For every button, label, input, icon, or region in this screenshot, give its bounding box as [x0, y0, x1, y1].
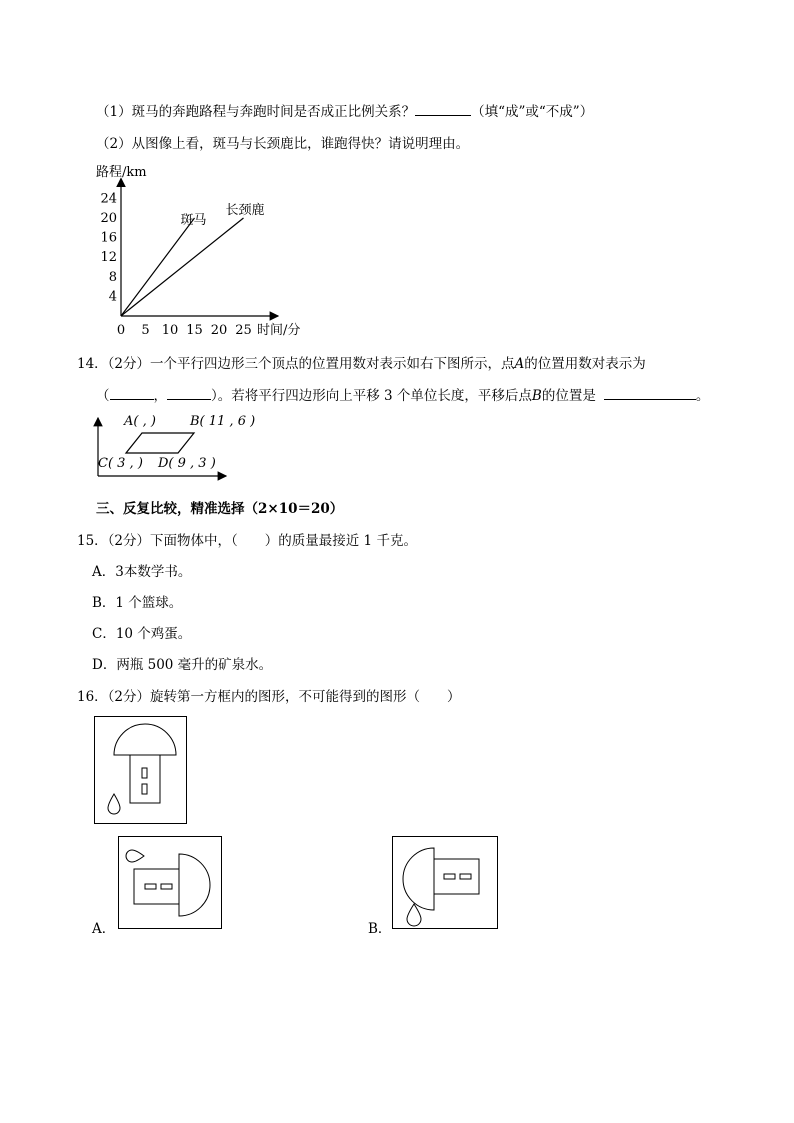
- chart-ylabel: 路程/km: [96, 165, 147, 180]
- speed-chart: [80, 158, 340, 340]
- chart-x-tick-label: 5: [141, 323, 150, 338]
- q14-blank-y[interactable]: [167, 385, 211, 400]
- chart-y-tick-label: 8: [108, 269, 117, 285]
- chart-y-tick-label: 4: [108, 289, 117, 305]
- q13-sub2: （2）从图像上看，斑马与长颈鹿比，谁跑得快？请说明理由。: [96, 136, 470, 152]
- q13-sub1-tail: （填“成”或“不成”）: [471, 104, 594, 120]
- q13-sub1: [96, 100, 593, 120]
- chart-y-tick-label: 24: [100, 191, 117, 207]
- chart-x-tick-label: 0: [116, 323, 126, 338]
- option-a-figure-box[interactable]: [118, 836, 222, 929]
- chart-series-line: [121, 218, 244, 316]
- q14-text-b: ）。若将平行四边形向上平移 3 个单位长度，平移后点: [211, 388, 532, 404]
- chart-y-tick-label: 16: [100, 230, 117, 246]
- parallelogram-figure: [88, 408, 268, 488]
- q14-comma: ，: [153, 388, 167, 404]
- section-3-title: 三、反复比较，精准选择（2×10＝20）: [96, 501, 344, 517]
- window-left-icon: [145, 884, 156, 889]
- q14-text-c: 的位置是: [541, 388, 596, 404]
- q14-end: 。: [695, 388, 710, 404]
- q15-option-a[interactable]: A．3本数学书。: [92, 564, 192, 580]
- window-top-icon: [142, 768, 147, 778]
- chart-x-tick-label: 15: [186, 323, 203, 338]
- chart-series-label: 长颈鹿: [225, 203, 265, 218]
- q15-option-c[interactable]: C．10 个鸡蛋。: [92, 626, 192, 642]
- q14-mid: 的位置用数对表示为: [524, 356, 646, 372]
- q14-blank-x[interactable]: [110, 385, 154, 400]
- chart-y-tick-label: 20: [100, 211, 117, 226]
- chart-xlabel: 时间/分: [257, 323, 301, 338]
- q15-stem: 15．（2分）下面物体中，（ ）的质量最接近 1 千克。: [77, 533, 417, 549]
- chart-x-tick-label: 20: [210, 323, 228, 338]
- label-a: A( , ): [124, 414, 156, 429]
- chart-series-label: 斑马: [180, 213, 207, 228]
- q14-line1: [77, 352, 646, 372]
- q14-var-b: B: [531, 388, 542, 404]
- window-bottom-icon: [142, 784, 147, 794]
- q16-option-b-label[interactable]: B．: [368, 921, 392, 937]
- q14-prefix: 14．（2分）一个平行四边形三个顶点的位置用数对表示如右下图所示，点: [77, 356, 515, 372]
- q14-open-paren: （: [96, 388, 110, 404]
- q15-option-b[interactable]: B．1 个篮球。: [92, 595, 183, 611]
- parallelogram: [126, 433, 194, 453]
- label-b: B( 11 , 6 ): [190, 414, 256, 429]
- house-body-icon: [434, 859, 479, 894]
- label-d: D( 9 , 3 ): [158, 456, 216, 471]
- window-left-icon: [444, 874, 455, 879]
- q15-option-d[interactable]: D．两瓶 500 毫升的矿泉水。: [92, 657, 273, 673]
- window-right-icon: [460, 874, 471, 879]
- q14-var-a: A: [514, 356, 525, 372]
- q13-answer-blank[interactable]: [415, 101, 471, 116]
- chart-y-tick-label: 12: [100, 250, 117, 266]
- original-figure-box: [94, 716, 187, 824]
- q13-sub1-text: （1）斑马的奔跑路程与奔跑时间是否成正比例关系？: [96, 104, 416, 120]
- window-right-icon: [161, 884, 172, 889]
- chart-x-tick-label: 10: [161, 323, 179, 338]
- q16-stem: 16．（2分）旋转第一方框内的图形，不可能得到的图形（ ）: [77, 689, 461, 705]
- option-b-figure-box[interactable]: [392, 836, 498, 929]
- label-c: C( 3 , ): [98, 456, 143, 471]
- house-body-icon: [130, 755, 160, 803]
- q14-blank-b[interactable]: [604, 385, 696, 400]
- chart-x-tick-label: 25: [235, 323, 252, 338]
- q14-line2: [96, 384, 709, 404]
- chart-series-line: [121, 218, 195, 316]
- q16-option-a-label[interactable]: A．: [92, 921, 116, 937]
